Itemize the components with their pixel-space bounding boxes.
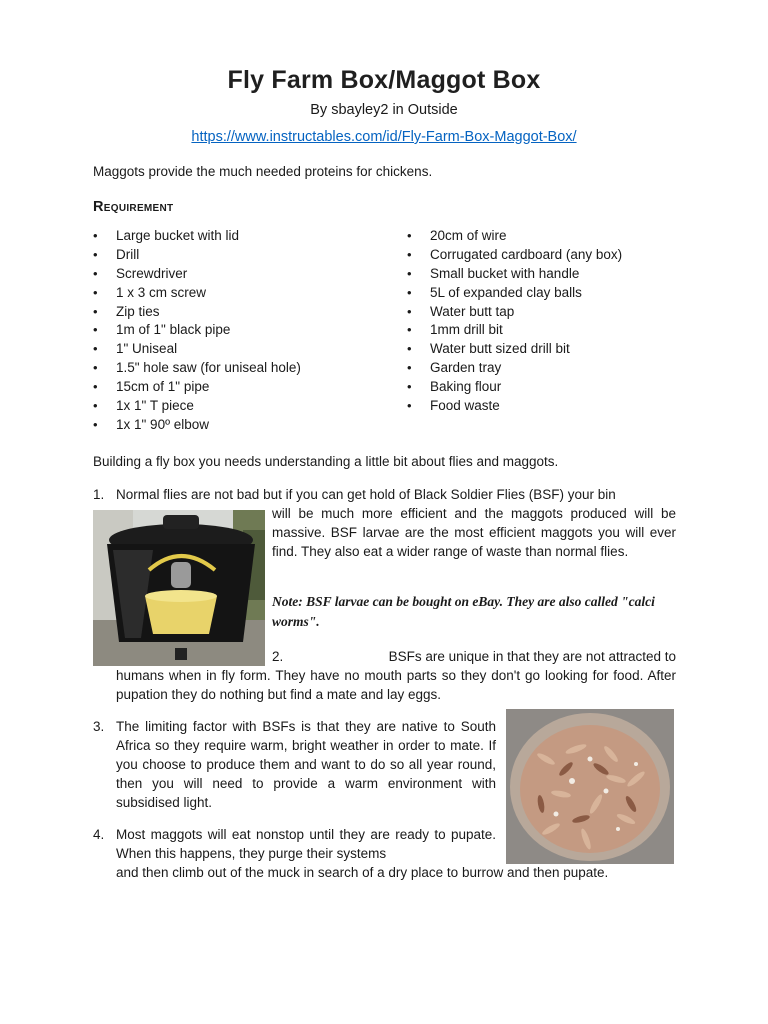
calci-worms-photo (506, 709, 674, 864)
step-number: 2. (272, 649, 284, 664)
list-item: • Drill (93, 246, 301, 265)
bucket-photo (93, 510, 265, 666)
list-item: • 20cm of wire (407, 227, 622, 246)
list-item: • Baking flour (407, 378, 622, 397)
bsf-note: Note: BSF larvae can be bought on eBay. They are also called "calci worms". (272, 594, 655, 629)
step-4-text: Most maggots will eat nonstop until they are ready to pupate. When this happens, they purge their systems (116, 827, 496, 861)
list-item: • 1.5" hole saw (for uniseal hole) (93, 359, 301, 378)
step-2-first-line: BSFs are unique in that they are not attracted to (388, 649, 676, 664)
list-item: • 1 x 3 cm screw (93, 284, 301, 303)
list-item: • Corrugated cardboard (any box) (407, 246, 622, 265)
requirements-list-right (407, 227, 622, 416)
list-item: • Food waste (407, 397, 622, 416)
step-1-text: will be much more efficient and the maggots produced will be massive. BSF larvae are the most efficient maggots you will ever find. They also eat a wider range of waste than normal flies. (272, 506, 676, 559)
source-link[interactable]: https://www.instructables.com/id/Fly-Farm-Box-Maggot-Box/ (191, 129, 577, 145)
step-4-text-continued: and then climb out of the muck in search of a dry place to burrow and then pupate. (116, 865, 609, 880)
author-byline: By sbayley2 in Outside (310, 102, 458, 118)
step-number: 1. (93, 487, 105, 502)
list-item: • Screwdriver (93, 265, 301, 284)
list-item: • 1m of 1" black pipe (93, 321, 301, 340)
requirement-heading: Requirement (93, 199, 174, 215)
intro-text: Maggots provide the much needed proteins for chickens. (93, 164, 433, 179)
step-1-first-line: Normal flies are not bad but if you can get hold of Black Soldier Flies (BSF) your bin (116, 487, 616, 502)
list-item: • Large bucket with lid (93, 227, 301, 246)
list-item: • Water butt sized drill bit (407, 340, 622, 359)
step-3-text: The limiting factor with BSFs is that they are native to South Africa so they require warm, bright weather in order to mate. If you choose to produce them and want to do so all year round, then you will need to provide a warm environment with subsidised light. (116, 719, 496, 810)
requirements-list-left (93, 227, 301, 435)
list-item: • Garden tray (407, 359, 622, 378)
page-title: Fly Farm Box/Maggot Box (227, 66, 541, 94)
list-item: • 1" Uniseal (93, 340, 301, 359)
list-item: • Zip ties (93, 303, 301, 322)
list-item: • 5L of expanded clay balls (407, 284, 622, 303)
lead-paragraph: Building a fly box you needs understanding a little bit about flies and maggots. (93, 454, 559, 469)
list-item: • 1x 1" 90º elbow (93, 416, 301, 435)
list-item: • 1x 1" T piece (93, 397, 301, 416)
step-number: 3. (93, 719, 105, 734)
step-number: 4. (93, 827, 105, 842)
list-item: • Water butt tap (407, 303, 622, 322)
list-item: • 1mm drill bit (407, 321, 622, 340)
step-2-text: humans when in fly form. They have no mouth parts so they don't go looking for food. After pupation they do nothing but find a mate and lay eggs. (116, 668, 676, 702)
list-item: • Small bucket with handle (407, 265, 622, 284)
list-item: • 15cm of 1" pipe (93, 378, 301, 397)
